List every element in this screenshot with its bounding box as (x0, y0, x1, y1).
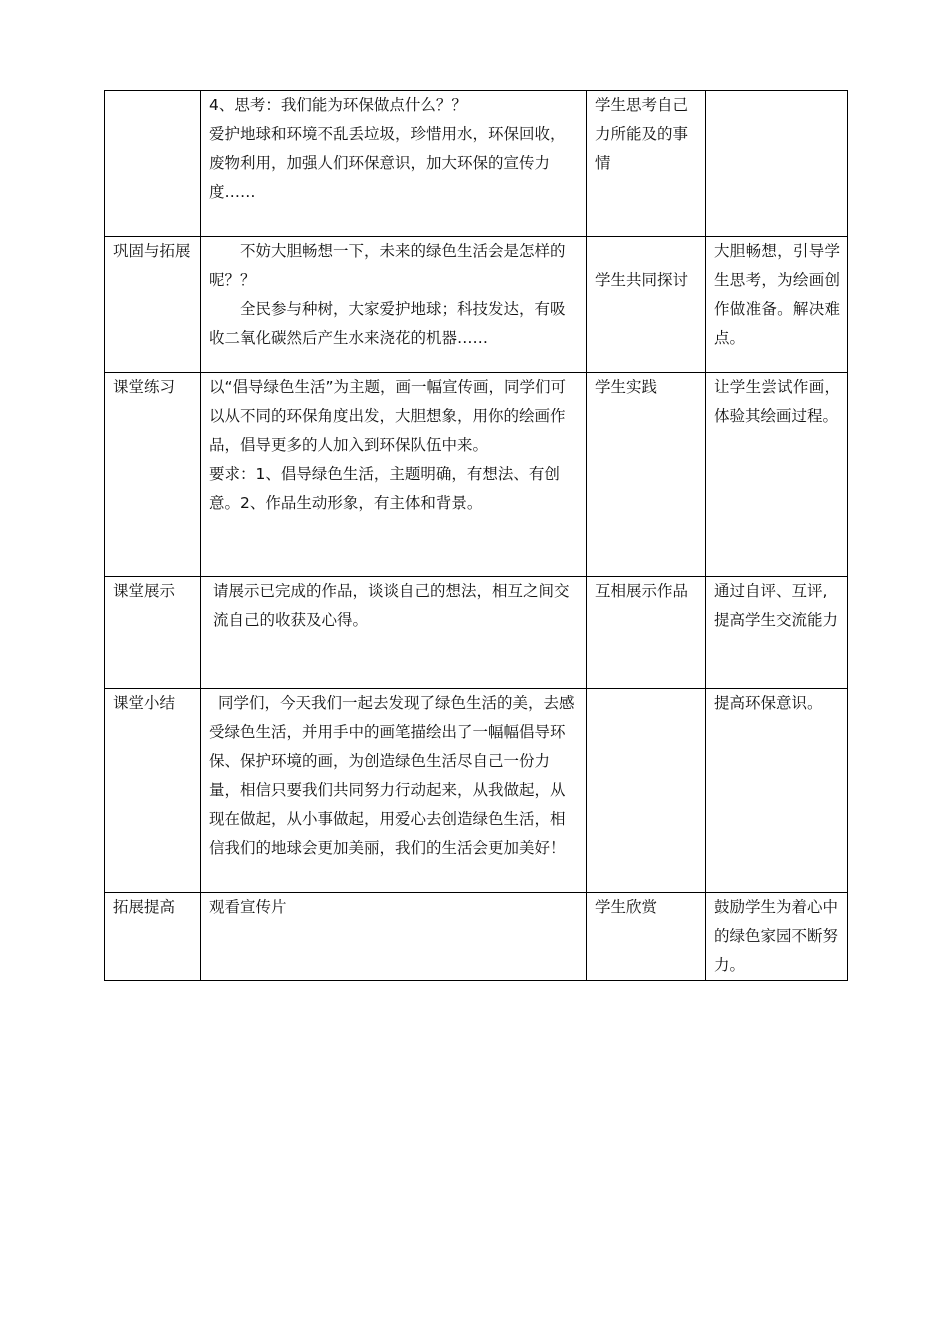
content-cell (201, 373, 587, 577)
content-paragraph: 观看宣传片 (209, 898, 287, 916)
student-activity-cell (587, 689, 706, 893)
stage-cell: 拓展提高 (105, 893, 201, 981)
content-paragraph: 要求：1、倡导绿色生活，主题明确，有想法、有创意。2、作品生动形象，有主体和背景。 (209, 465, 560, 512)
table-row (105, 577, 848, 689)
stage-cell: 课堂练习 (105, 373, 201, 577)
student-activity-cell: 学生思考自己力所能及的事情 (587, 91, 706, 237)
content-cell (201, 689, 587, 893)
content-paragraph: 请展示已完成的作品，谈谈自己的想法，相互之间交流自己的收获及心得。 (213, 582, 570, 629)
stage-cell: 课堂小结 (105, 689, 201, 893)
stage-cell: 巩固与拓展 (105, 237, 201, 373)
student-activity-cell: 学生实践 (587, 373, 706, 577)
table-row (105, 689, 848, 893)
content-paragraph (209, 689, 579, 863)
content-cell (201, 893, 587, 981)
content-cell (201, 237, 587, 373)
purpose-cell: 提高环保意识。 (706, 689, 848, 893)
table-row (105, 237, 848, 373)
content-paragraph: 不妨大胆畅想一下，未来的绿色生活会是怎样的呢？？ (209, 242, 566, 289)
content-paragraph: 全民参与种树，大家爱护地球；科技发达，有吸收二氧化碳然后产生水来浇花的机器…… (209, 300, 566, 347)
purpose-cell: 通过自评、互评,提高学生交流能力 (706, 577, 848, 689)
table-row (105, 91, 848, 237)
student-activity-cell: 互相展示作品 (587, 577, 706, 689)
content-cell (201, 91, 587, 237)
purpose-cell (706, 91, 848, 237)
content-paragraph: 爱护地球和环境不乱丢垃圾，珍惜用水，环保回收，废物利用，加强人们环保意识，加大环保的宣传力度…… (209, 125, 566, 201)
content-cell (201, 577, 587, 689)
content-paragraph: 以“倡导绿色生活”为主题，画一幅宣传画，同学们可以从不同的环保角度出发，大胆想象，用你的绘画作品，倡导更多的人加入到环保队伍中来。 (209, 378, 567, 454)
student-activity-cell (587, 237, 706, 373)
purpose-cell: 大胆畅想，引导学生思考，为绘画创作做准备。解决难点。 (706, 237, 848, 373)
stage-cell: 课堂展示 (105, 577, 201, 689)
table-row (105, 373, 848, 577)
summary-text: 同学们，今天我们一起去发现了绿色生活的美，去感受绿色生活，并用手中的画笔描绘出了一幅幅倡导环保、保护环境的画，为创造绿色生活尽自己一份力量，相信只要我们共同努力行动起来，从我做起，从现在做起，从小事做起，用爱心去创造绿色生活，相信我们的地球会更加美丽，我们的生活会更加美好！ (209, 694, 575, 857)
student-activity-text: 学生共同探讨 (595, 271, 689, 289)
lesson-plan-table (104, 90, 848, 981)
purpose-cell: 鼓励学生为着心中的绿色家园不断努力。 (706, 893, 848, 981)
student-activity-cell: 学生欣赏 (587, 893, 706, 981)
purpose-cell: 让学生尝试作画，体验其绘画过程。 (706, 373, 848, 577)
stage-cell (105, 91, 201, 237)
content-paragraph: 4、思考：我们能为环保做点什么？？ (209, 96, 467, 114)
table-row (105, 893, 848, 981)
